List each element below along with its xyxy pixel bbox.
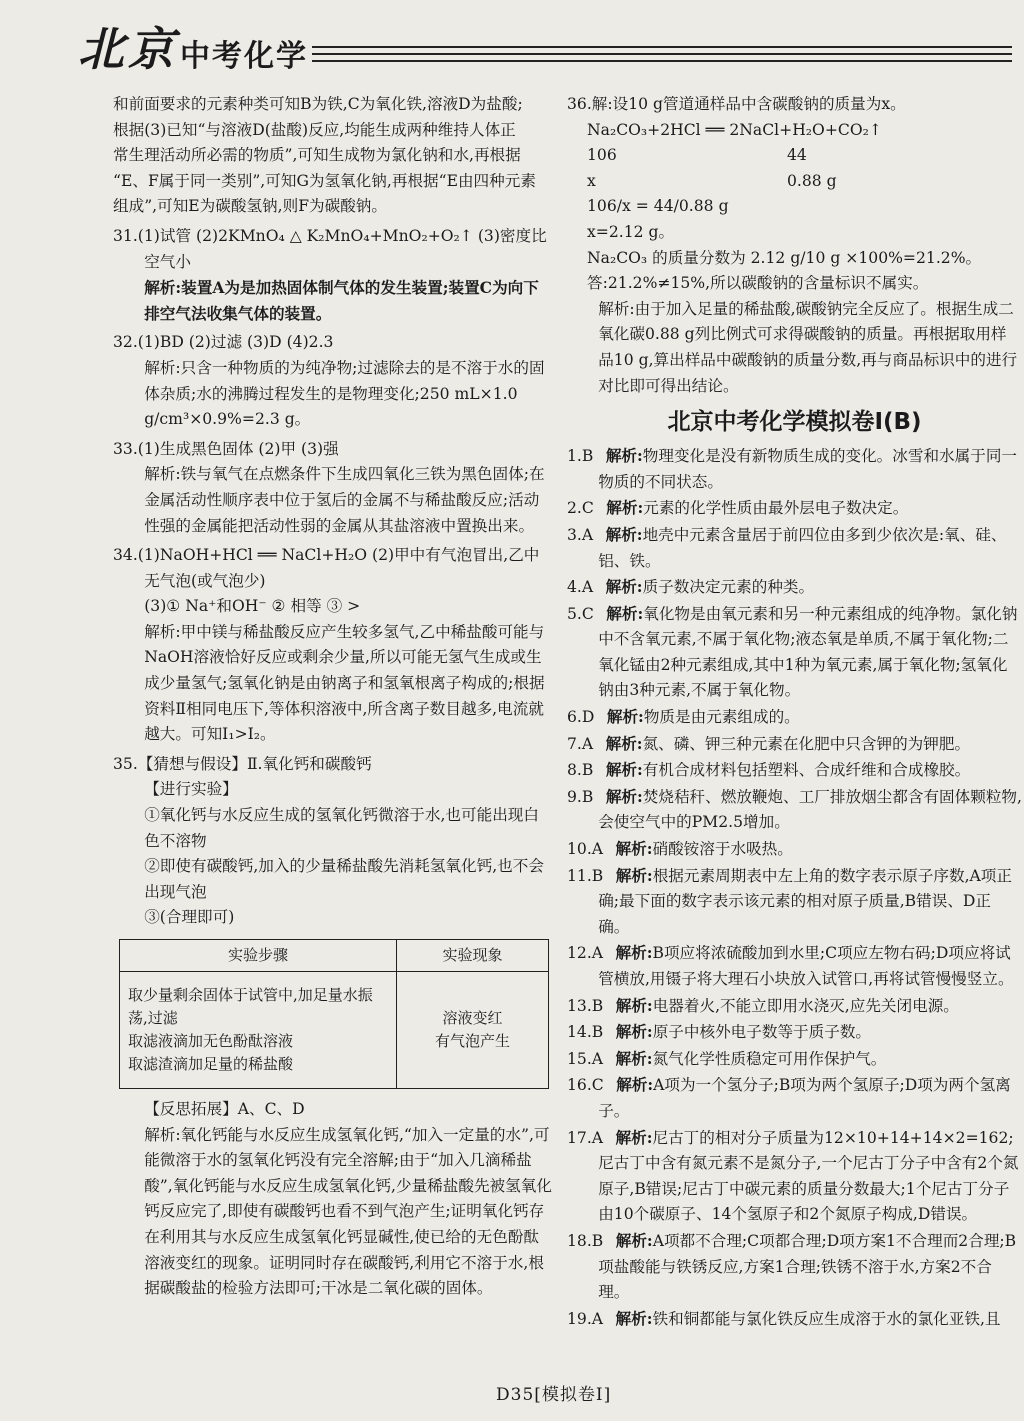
q36-intro: 36.解:设10 g管道通样品中含碳酸钠的质量为x。 — [567, 95, 906, 113]
answer-text: 物理变化是没有新物质生成的变化。冰雪和水属于同一物质的不同状态。 — [598, 447, 1018, 491]
analysis-label: 解析: — [605, 577, 643, 597]
analysis-label: 解析: — [615, 943, 653, 963]
analysis-label: 解析: — [605, 760, 643, 780]
answer-text: 有机合成材料包括塑料、合成纤维和合成橡胶。 — [642, 761, 971, 780]
answer-item — [567, 993, 1022, 1020]
answer-item — [567, 522, 1022, 574]
answer-item — [567, 940, 1022, 992]
calc-row — [587, 143, 1022, 169]
answer-item — [567, 863, 1022, 941]
analysis-label: 解析: — [615, 839, 653, 859]
answer-item — [567, 1228, 1022, 1306]
answer-item — [567, 1306, 1022, 1333]
q35-hypothesis: 35.【猜想与假设】Ⅱ.氧化钙和碳酸钙 — [113, 754, 372, 773]
analysis-label: 解析: — [606, 498, 644, 518]
answer-item — [567, 731, 1022, 758]
answer-number: 3.A — [567, 525, 594, 544]
answer-list — [567, 443, 1022, 1332]
right-column — [567, 92, 1022, 1332]
section-title: 北京中考化学模拟卷Ⅰ(B) — [667, 409, 922, 436]
q35-point-1: ①氧化钙与水反应生成的氢氧化钙微溶于水,也可能出现白色不溶物 — [144, 806, 539, 850]
left-column — [113, 92, 553, 1302]
answer-text: 根据元素周期表中左上角的数字表示原子序数,A项正确;最下面的数字表示该元素的相对原子质量,B错误、D正确。 — [598, 866, 1012, 936]
analysis-label: 解析: — [615, 1048, 653, 1068]
analysis-label: 解析: — [605, 733, 643, 753]
table-cell-observations — [397, 972, 549, 1089]
calc-row — [587, 169, 1022, 195]
answer-number: 7.A — [567, 734, 594, 753]
text-line: 组成”,可知E为碳酸氢钠,则F为碳酸钠。 — [113, 197, 387, 216]
analysis-label: 解析: — [615, 865, 653, 885]
step-item: 取滤渣滴加足量的稀盐酸 — [128, 1055, 294, 1073]
answer-number: 16.C — [567, 1076, 604, 1095]
answer-item — [567, 1125, 1022, 1228]
q35-experiment-heading: 【进行实验】 — [144, 780, 238, 799]
header-logo: 北京 — [78, 22, 178, 76]
analysis-label: 解析: — [606, 603, 644, 623]
analysis-label: 解析: — [615, 1127, 653, 1147]
observation-item: 溶液变红 — [442, 1009, 503, 1027]
answer-item — [567, 574, 1022, 601]
answer-number: 19.A — [567, 1309, 604, 1328]
table-cell-steps — [120, 972, 397, 1089]
answer-item — [567, 784, 1022, 836]
answer-text: 氮、磷、钾三种元素在化肥中只含钾的为钾肥。 — [642, 734, 971, 753]
answer-item — [567, 1046, 1022, 1073]
answer-text: 焚烧秸秆、燃放鞭炮、工厂排放烟尘都含有固体颗粒物,会使空气中的PM2.5增加。 — [598, 787, 1022, 832]
q36-analysis: 解析:由于加入足量的稀盐酸,碳酸钠完全反应了。根据生成二氧化碳0.88 g列比例式可求得碳酸钠的质量。再根据取用样品10 g,算出样品中碳酸钠的质量分数,再与商品标识中的进行对比即可得出结论。 — [598, 299, 1018, 395]
answer-number: 11.B — [567, 866, 604, 885]
answer-number: 1.B — [567, 447, 594, 466]
answer-text: 氮气化学性质稳定可用作保护气。 — [652, 1049, 887, 1068]
answer-item — [567, 443, 1022, 495]
answer-text: 地壳中元素含量居于前四位由多到少依次是:氧、硅、铝、铁。 — [598, 525, 1007, 570]
answer-text: 原子中核外电子数等于质子数。 — [652, 1023, 872, 1042]
step-item: 取少量剩余固体于试管中,加足量水振荡,过滤 — [128, 986, 373, 1027]
calc-value: x — [587, 171, 596, 190]
answer-item — [567, 757, 1022, 784]
answer-number: 2.C — [567, 499, 594, 518]
q34-answer-2: (3)① Na⁺和OH⁻ ② 相等 ③ > — [144, 597, 361, 616]
text-line: 常生理活动所必需的物质”,可知生成物为氯化钠和水,再根据 — [113, 146, 521, 165]
answer-number: 8.B — [567, 761, 594, 780]
answer-number: 17.A — [567, 1128, 604, 1147]
answer-item — [567, 1072, 1022, 1124]
experiment-table — [119, 939, 549, 1089]
answer-text: 铁和铜都能与氯化铁反应生成溶于水的氯化亚铁,且 — [652, 1309, 1001, 1328]
table-header-steps: 实验步骤 — [120, 940, 397, 972]
answer-item — [567, 601, 1022, 704]
answer-item — [567, 836, 1022, 863]
text-line: 根据(3)已知“与溶液D(盐酸)反应,均能生成两种维持人体正 — [113, 120, 516, 139]
header-rule-lines — [312, 46, 1012, 67]
answer-text: 硝酸铵溶于水吸热。 — [652, 840, 793, 859]
table-header-observations: 实验现象 — [397, 940, 549, 972]
q35-point-2: ②即使有碳酸钙,加入的少量稀盐酸先消耗氢氧化钙,也不会出现气泡 — [144, 857, 544, 901]
analysis-label: 解析: — [615, 1308, 653, 1328]
q36-calculation — [567, 118, 1022, 297]
answer-text: A项都不合理;C项都合理;D项方案1不合理而2合理;B项盐酸能与铁锈反应,方案1合理;铁锈不溶于水,方案2不合理。 — [598, 1231, 1017, 1302]
calc-value: 44 — [787, 146, 807, 165]
analysis-label: 解析: — [615, 995, 653, 1015]
answer-number: 9.B — [567, 787, 594, 806]
q32-analysis: 解析:只含一种物质的为纯净物;过滤除去的是不溶于水的固体杂质;水的沸腾过程发生的是物理变化;250 mL×1.0 g/cm³×0.9%=2.3 g。 — [144, 358, 545, 429]
q35-reflection: 【反思拓展】A、C、D — [144, 1100, 305, 1118]
q31-analysis: 解析:装置A为是加热固体制气体的发生装置;装置C为向下排空气法收集气体的装置。 — [144, 278, 539, 323]
x-value: x=2.12 g。 — [587, 222, 675, 241]
text-line: “E、F属于同一类别”,可知G为氢氧化钠,再根据“E由四种元素 — [113, 171, 536, 190]
answer-text: B项应将浓硫酸加到水里;C项应左物右码;D项应将试管横放,用镊子将大理石小块放入试管口,再将试管慢慢竖立。 — [598, 944, 1014, 988]
proportion: 106/x = 44/0.88 g — [587, 197, 729, 216]
analysis-label: 解析: — [616, 1075, 654, 1095]
q34-answer-1: 34.(1)NaOH+HCl ══ NaCl+H₂O (2)甲中有气泡冒出,乙中无气泡(或气泡少) — [113, 546, 540, 590]
answer-number: 12.A — [567, 944, 604, 963]
answer-number: 14.B — [567, 1023, 604, 1042]
observation-item: 有气泡产生 — [434, 1032, 510, 1050]
analysis-label: 解析: — [605, 524, 643, 544]
q34-analysis: 解析:甲中镁与稀盐酸反应产生较多氢气,乙中稀盐酸可能与NaOH溶液恰好反应或剩余少量,所以可能无氢气生成或生成少量氢气;氢氧化钠是由钠离子和氢氧根离子构成的;根据资料Ⅱ相同电压下,等体积溶液中,所含离子数目越多,电流就越大。可知I₁>I₂。 — [144, 622, 545, 744]
answer-text: 尼古丁的相对分子质量为12×10+14+14×2=162;尼古丁中含有氮元素不是氮分子,一个尼古丁分子中含有2个氮原子,B错误;尼古丁中碳元素的质量分数最大;1个尼古丁分子由10个碳原子、14个氢原子和2个氮原子构成,D错误。 — [598, 1128, 1019, 1224]
answer-number: 6.D — [567, 708, 595, 727]
mass-fraction: Na₂CO₃ 的质量分数为 2.12 g/10 g ×100%=21.2%。 — [587, 248, 982, 267]
answer-number: 4.A — [567, 578, 594, 597]
answer-text: 质子数决定元素的种类。 — [642, 578, 815, 597]
analysis-label: 解析: — [605, 446, 643, 466]
q33-analysis: 解析:铁与氧气在点燃条件下生成四氧化三铁为黑色固体;在金属活动性顺序表中位于氢后的金属不与稀盐酸反应;活动性强的金属能把活动性弱的金属从其盐溶液中置换出来。 — [144, 465, 545, 535]
answer-number: 18.B — [567, 1231, 604, 1250]
analysis-label: 解析: — [615, 1022, 653, 1042]
answer-item — [567, 704, 1022, 731]
chemical-equation: Na₂CO₃+2HCl ══ 2NaCl+H₂O+CO₂↑ — [587, 120, 882, 139]
page-footer: D35[模拟卷Ⅰ] — [496, 1385, 612, 1405]
answer-text: A项为一个氢分子;B项为两个氢原子;D项为两个氢离子。 — [598, 1076, 1011, 1120]
analysis-label: 解析: — [605, 786, 643, 806]
analysis-label: 解析: — [606, 707, 644, 727]
conclusion: 答:21.2%≠15%,所以碳酸钠的含量标识不属实。 — [587, 274, 929, 293]
answer-text: 物质是由元素组成的。 — [643, 708, 800, 727]
q32-answer: 32.(1)BD (2)过滤 (3)D (4)2.3 — [113, 333, 334, 352]
q35-point-3: ③(合理即可) — [144, 908, 235, 927]
calc-value: 0.88 g — [787, 171, 837, 190]
calc-value: 106 — [587, 146, 617, 165]
answer-text: 氧化物是由氧元素和另一种元素组成的纯净物。氯化钠中不含氧元素,不属于氧化物;液态氧是单质,不属于氧化物;二氧化锰由2种元素组成,其中1种为氧元素,属于氧化物;氢氧化钠由3种元素,不属于氧化物。 — [598, 604, 1018, 700]
answer-number: 10.A — [567, 840, 604, 859]
answer-item — [567, 1019, 1022, 1046]
answer-number: 15.A — [567, 1049, 604, 1068]
answer-item — [567, 495, 1022, 522]
header-title: 中考化学 — [180, 39, 308, 74]
answer-number: 5.C — [567, 604, 594, 623]
analysis-label: 解析: — [615, 1230, 653, 1250]
answer-number: 13.B — [567, 996, 604, 1015]
q31-answer: 31.(1)试管 (2)2KMnO₄ △ K₂MnO₄+MnO₂+O₂↑ (3)密度比空气小 — [113, 226, 547, 271]
q35-analysis: 解析:氧化钙能与水反应生成氢氧化钙,“加入一定量的水”,可能微溶于水的氢氧化钙没有完全溶解;由于“加入几滴稀盐酸”,氧化钙能与水反应生成氢氧化钙,少量稀盐酸先被氢氧化钙反应完了,即使有碳酸钙也看不到气泡产生;证明氧化钙存在利用其与水反应生成氢氧化钙显碱性,使已给的无色酚酞溶液变红的现象。证明同时存在碳酸钙,利用它不溶于水,根据碳酸盐的检验方法即可;干冰是二氧化碳的固体。 — [144, 1125, 552, 1298]
q30-continuation — [113, 92, 553, 220]
answer-text: 元素的化学性质由最外层电子数决定。 — [643, 499, 909, 518]
q33-answer: 33.(1)生成黑色固体 (2)甲 (3)强 — [113, 439, 339, 458]
answer-text: 电器着火,不能立即用水浇灭,应先关闭电源。 — [652, 996, 959, 1015]
step-item: 取滤液滴加无色酚酞溶液 — [128, 1032, 294, 1050]
text-line: 和前面要求的元素种类可知B为铁,C为氧化铁,溶液D为盐酸; — [113, 95, 523, 113]
